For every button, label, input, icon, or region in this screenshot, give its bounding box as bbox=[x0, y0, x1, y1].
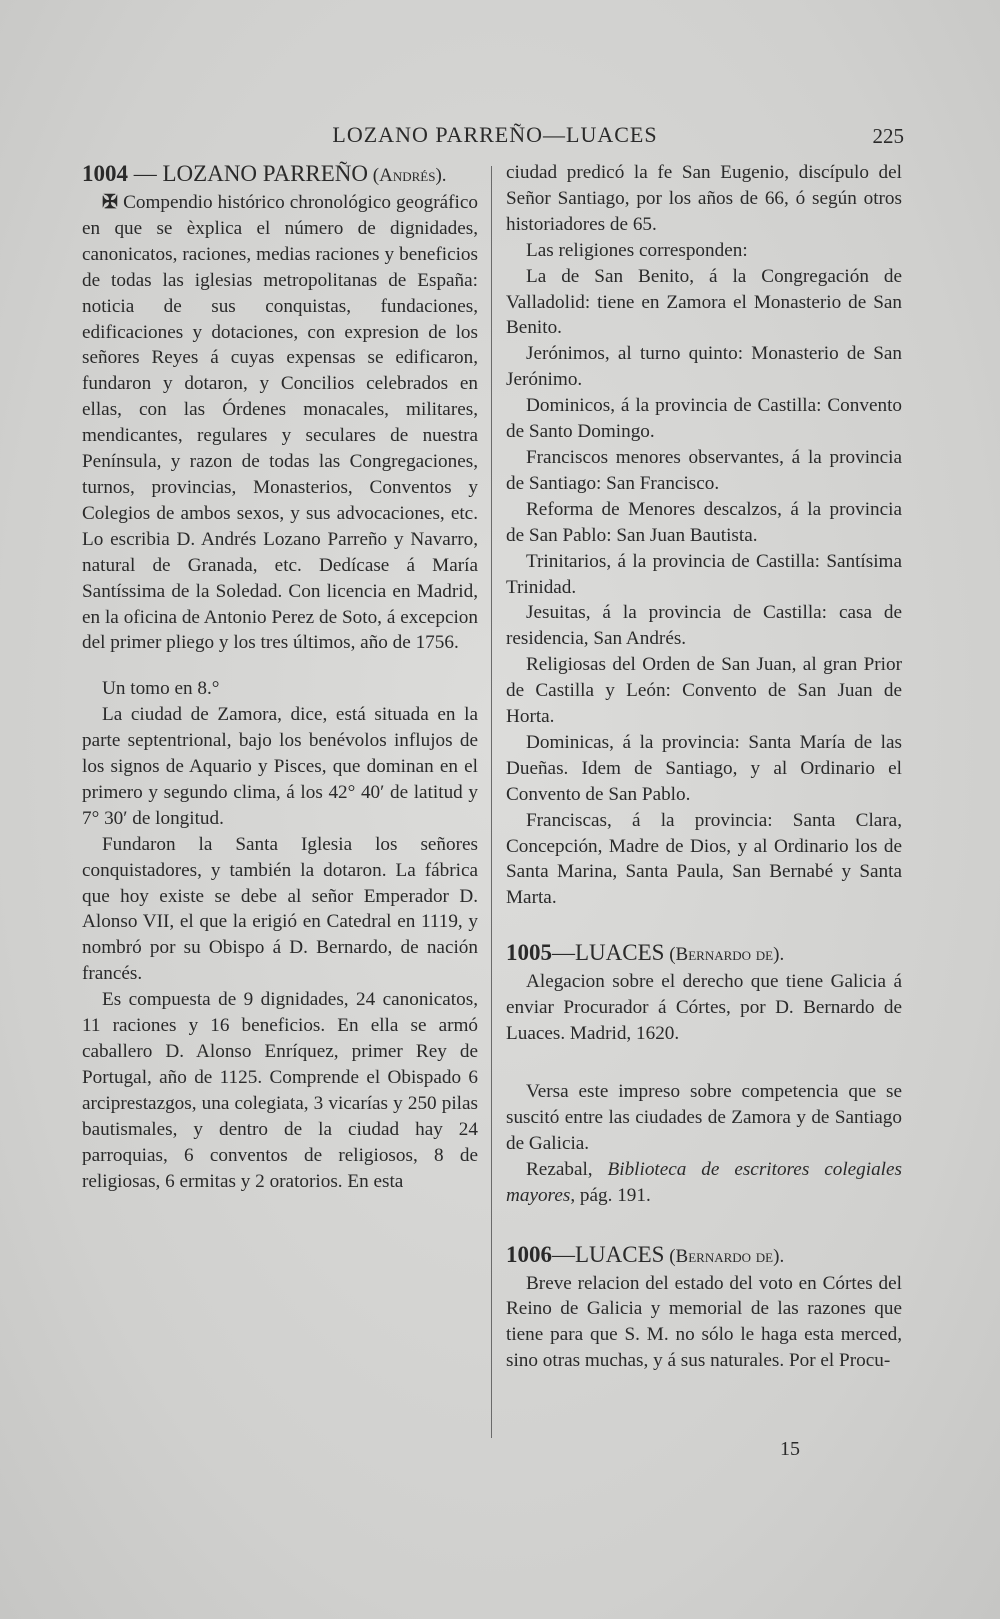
reference-title: Biblioteca de escritores colegiales mayores bbox=[506, 1158, 902, 1206]
entry-separator: — bbox=[128, 161, 163, 186]
paragraph-dominicas: Dominicas, á la provincia: Santa María de las Dueñas. Idem de Santiago, y al Ordinario el Convento de San Pablo. bbox=[506, 731, 902, 805]
entry-author: LUACES bbox=[575, 1241, 665, 1267]
left-column bbox=[82, 160, 478, 1194]
entry-separator: — bbox=[552, 940, 575, 966]
paragraph-jesuitas: Jesuitas, á la provincia de Castilla: casa de residencia, San Andrés. bbox=[506, 602, 902, 650]
entry-format: Un tomo en 8.° bbox=[102, 678, 220, 700]
paragraph-trinitarios: Trinitarios, á la provincia de Castilla: Santísima Trinidad. bbox=[506, 550, 902, 598]
running-title: LOZANO PARREÑO—LUACES bbox=[332, 122, 658, 147]
entry-note-1005: Versa este impreso sobre competencia que se suscitó entre las ciudades de Zamora y de Santiago de Galicia. bbox=[506, 1081, 902, 1154]
entry-reference-1005 bbox=[506, 1157, 902, 1209]
entry-author: LUACES bbox=[575, 940, 665, 966]
page-header bbox=[80, 118, 910, 148]
entry-author: LOZANO PARREÑO bbox=[162, 161, 369, 186]
right-column bbox=[506, 160, 902, 1374]
page-number: 225 bbox=[872, 124, 904, 148]
entry-title-1006: Breve relacion del estado del voto en Córtes del Reino de Galicia y memorial de las razones que tiene para que S. M. no sólo le haga esta merced, sino otras muchas, y á sus naturales. Por el Procu- bbox=[506, 1272, 902, 1372]
paragraph-san-benito: La de San Benito, á la Congregación de Valladolid: tiene en Zamora el Monasterio de San Benito. bbox=[506, 265, 902, 339]
paragraph-jeronimos: Jerónimos, al turno quinto: Monasterio de San Jerónimo. bbox=[506, 343, 902, 391]
paragraph-dignidades: Es compuesta de 9 dignidades, 24 canonicatos, 11 raciones y 16 beneficios. En ella se armó caballero D. Alonso Enríquez, primer Rey de Portugal, año de 1125. Comprende el Obispado 6 arciprestazgos, una colegiata, 3 vicarías y 250 pilas bautismales, y dentro de la ciudad hay 24 parroquias, 6 conventos de religiosos, 8 de religiosas, 6 ermitas y 2 oratorios. En esta bbox=[82, 989, 478, 1192]
signature-mark: 15 bbox=[780, 1438, 800, 1460]
paragraph-dominicos: Dominicos, á la provincia de Castilla: Convento de Santo Domingo. bbox=[506, 395, 902, 443]
paragraph-franciscos: Franciscos menores observantes, á la provincia de Santiago: San Francisco. bbox=[506, 446, 902, 494]
entry-title-1004 bbox=[82, 190, 478, 656]
paragraph-zamora-location: La ciudad de Zamora, dice, está situada en la parte septentrional, bajo los benévolos influjos de los signos de Aquario y Pisces, que dominan en el primero y segundo clima, á los 42° 40′ de latitud y 7° 30′ de longitud. bbox=[82, 704, 478, 829]
entry-author-given: (Bernardo de). bbox=[664, 1245, 785, 1267]
paragraph-continued: ciudad predicó la fe San Eugenio, discípulo del Señor Santiago, por los años de 66, ó según otros historiadores de 65. bbox=[506, 162, 902, 235]
entry-title-1005: Alegacion sobre el derecho que tiene Galicia á enviar Procurador á Córtes, por D. Bernardo de Luaces. Madrid, 1620. bbox=[506, 971, 902, 1045]
cross-icon: ✠ bbox=[102, 192, 119, 213]
entry-number: 1006 bbox=[506, 1241, 552, 1267]
entry-number: 1005 bbox=[506, 940, 552, 966]
paragraph-reforma: Reforma de Menores descalzos, á la provincia de San Pablo: San Juan Bautista. bbox=[506, 498, 902, 546]
entry-separator: — bbox=[552, 1241, 575, 1267]
column-divider bbox=[491, 166, 492, 1438]
entry-author-given: (Andrés). bbox=[368, 165, 447, 186]
entry-number: 1004 bbox=[82, 161, 128, 186]
entry-heading-1006 bbox=[506, 1241, 902, 1271]
paragraph-religiosas: Religiosas del Orden de San Juan, al gran Prior de Castilla y León: Convento de San Juan de Horta. bbox=[506, 654, 902, 728]
paragraph-iglesia-foundation: Fundaron la Santa Iglesia los señores conquistadores, y también la dotaron. La fábrica que hoy existe se debe al señor Emperador D. Alonso VII, el que la erigió en Catedral en 1119, y nombró por su Obispo á D. Bernardo, de nación francés. bbox=[82, 833, 478, 985]
entry-title-text: Compendio histórico chronológico geográfico en que se èxplica el número de dignidades, canonicatos, raciones, medias raciones y beneficios de todas las iglesias metropolitanas de España: noticia de sus conquistas, fundaciones, edificaciones y dotaciones, con expresion de los señores Reyes á cuyas expensas se edificaron, fundaron y dotaron, y Concilios celebrados en ellas, con las Órdenes monacales, militares, mendicantes, regulares y seculares de nuestra Península, y razon de todas las Congregaciones, turnos, provincias, Monasterios, Conventos y Colegios de ambos sexos, y sus advocaciones, etc. Lo escribia D. Andrés Lozano Parreño y Navarro, natural de Granada, etc. Dedícase á María Santíssima de la Soledad. Con licencia en Madrid, en la oficina de Antonio Perez de Soto, á excepcion del primer pliego y los tres últimos, año de 1756. bbox=[82, 192, 478, 654]
paragraph-franciscas: Franciscas, á la provincia: Santa Clara, Concepción, Madre de Dios, y al Ordinario los de Santa Marina, Santa Paula, San Bernabé y Santa Marta. bbox=[506, 809, 902, 909]
entry-heading-1005 bbox=[506, 939, 902, 969]
paragraph-religiones: Las religiones corresponden: bbox=[526, 239, 748, 261]
entry-heading-1004 bbox=[82, 160, 478, 190]
entry-author-given: (Bernardo de). bbox=[664, 944, 785, 966]
reference-page: , pág. 191. bbox=[570, 1184, 651, 1206]
reference-author: Rezabal, bbox=[526, 1158, 608, 1180]
